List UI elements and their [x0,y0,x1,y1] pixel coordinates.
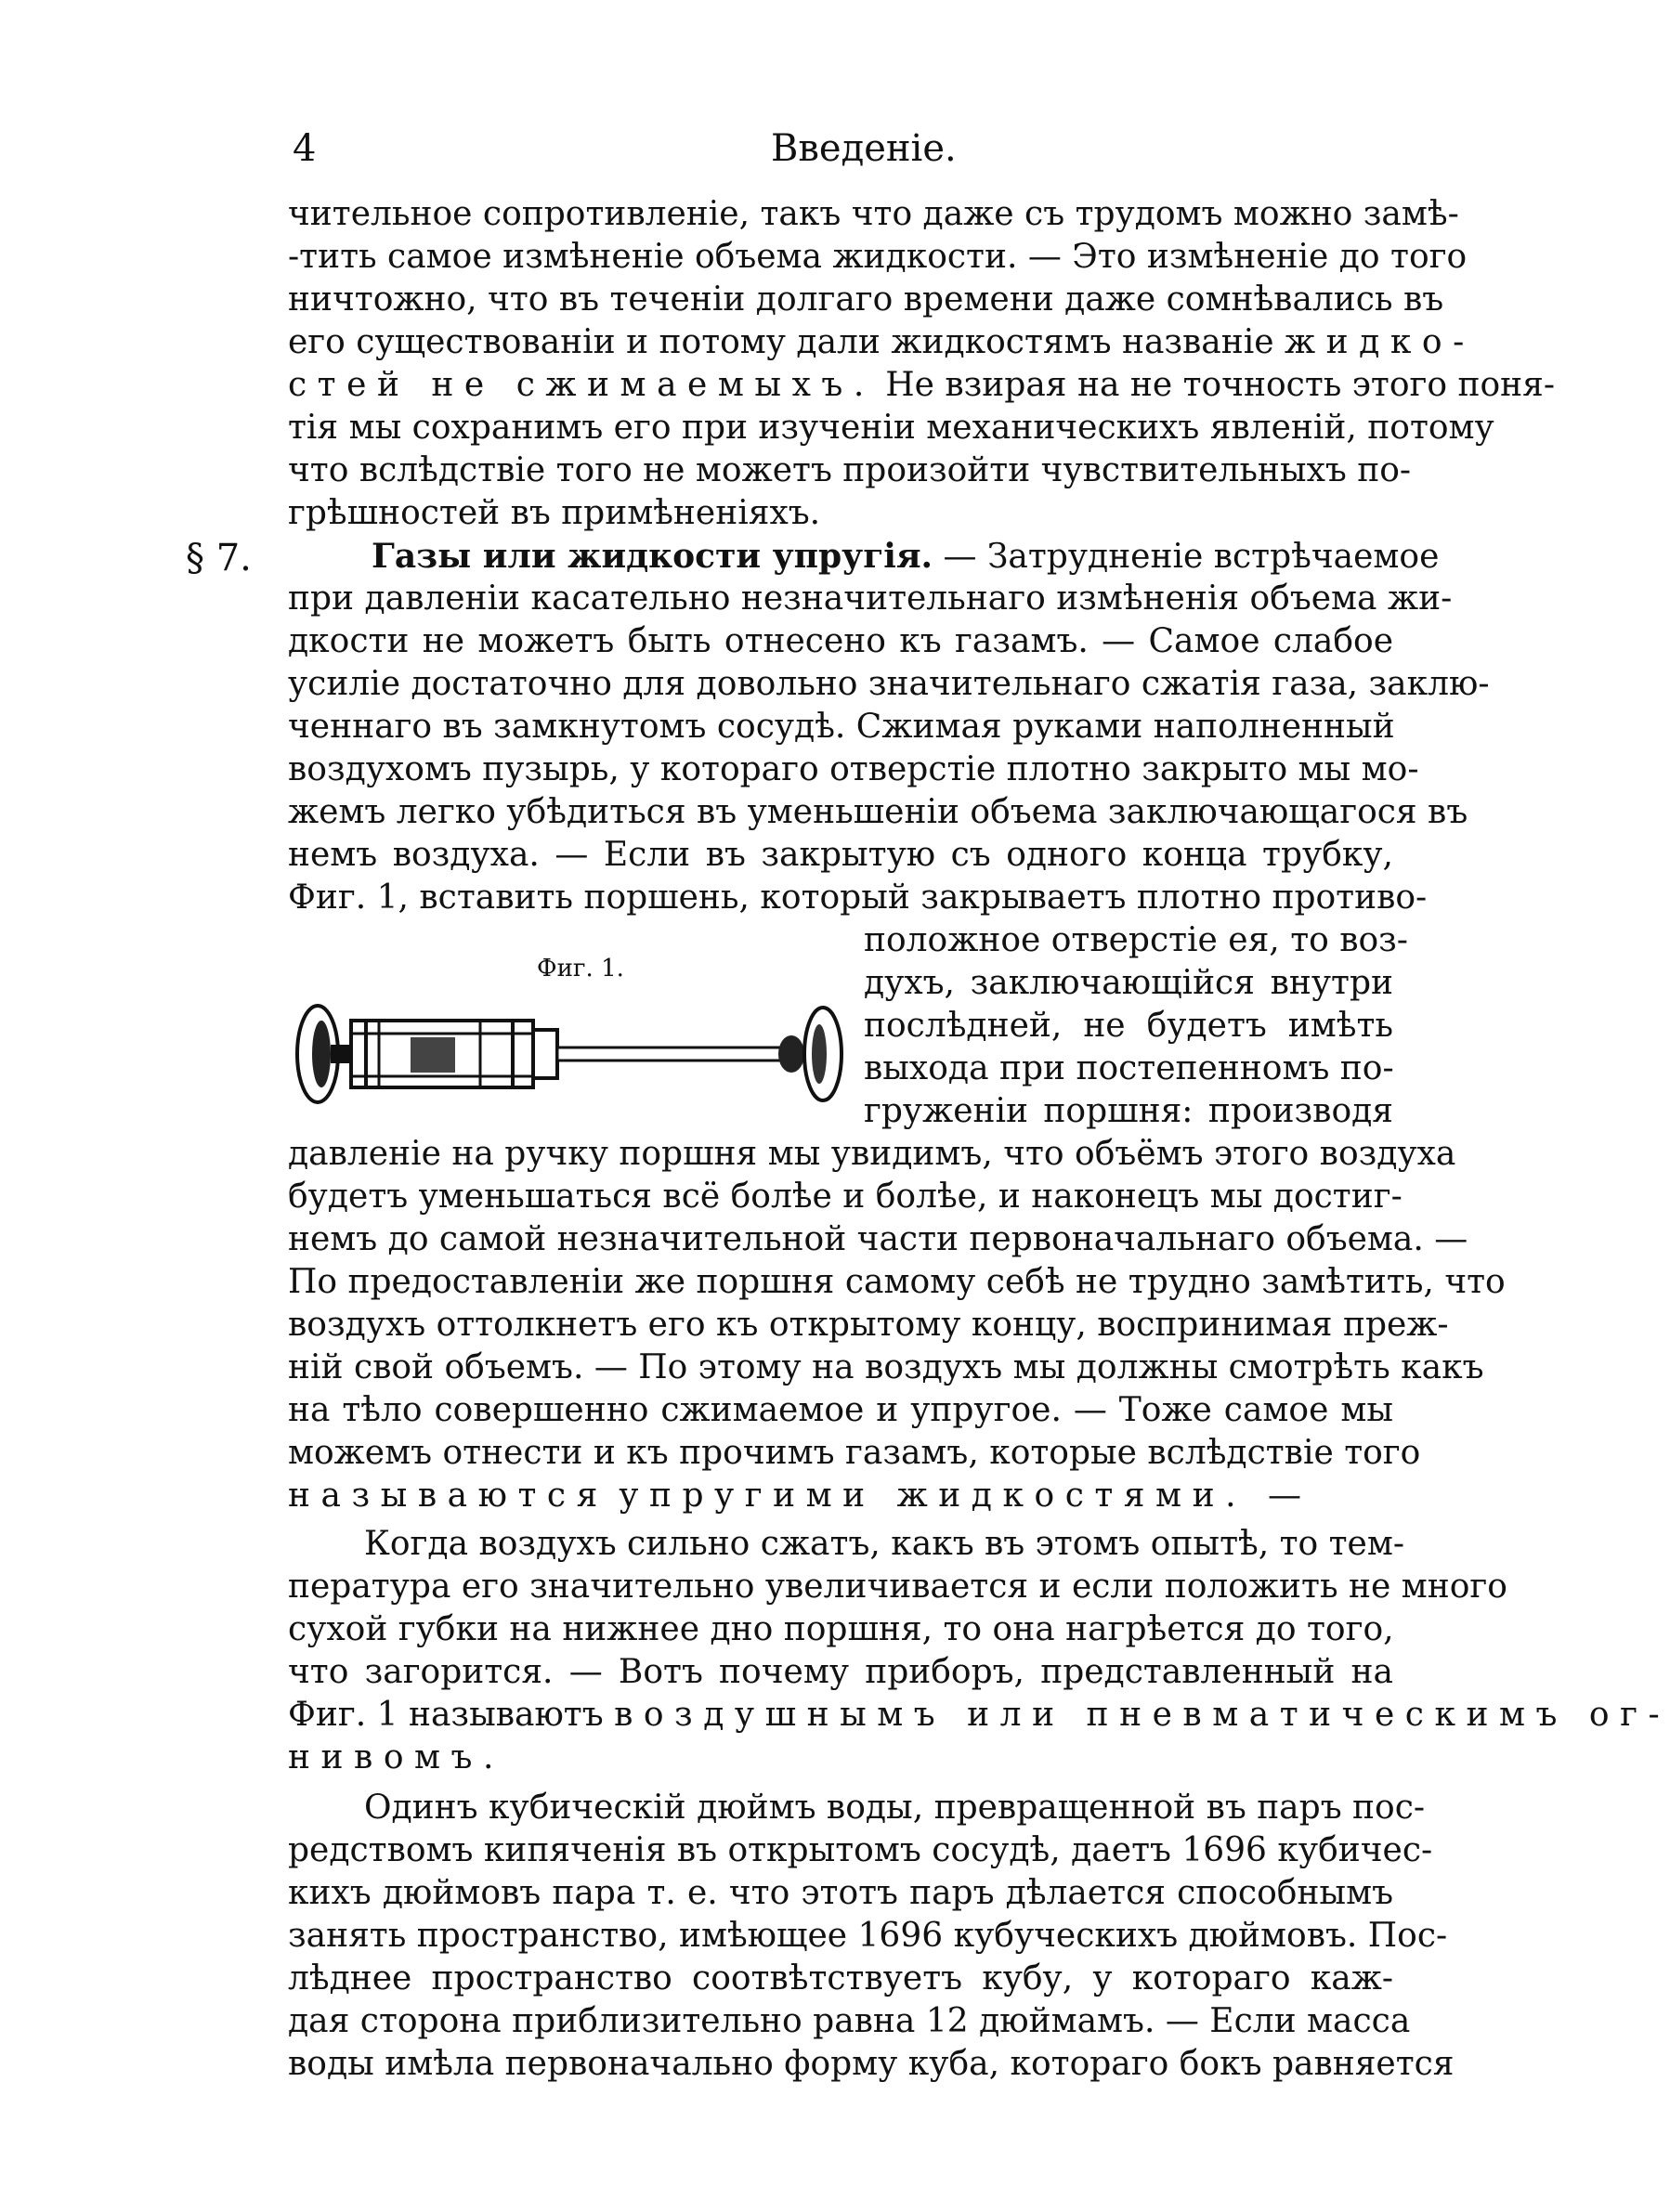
text-line: пература его значительно увеличивается и если положить не много [288,1568,1507,1606]
emphasis-text: стей не сжимаемыхъ. [288,366,875,404]
text-line: что вслѣдствіе того не можетъ произойти чувствительныхъ по- [288,451,1412,489]
emphasis-text: упругими жидкостями. — [619,1477,1312,1515]
text-line: усиліе достаточно для довольно значительнаго сжатія газа, заклю- [288,665,1490,703]
text-line: кихъ дюймовъ пара т. е. что этотъ паръ дѣлается способнымъ [288,1874,1393,1912]
text-line: сухой губки на нижнее дно поршня, то она нагрѣется до того, [288,1610,1394,1648]
text-line: немъ до самой незначительной части первоначальнаго объема. — [288,1220,1468,1258]
text-line [372,535,1440,578]
text-line: ній свой объемъ. — По этому на воздухъ мы должны смотрѣть какъ [288,1348,1484,1386]
text-line: положное отверстіе ея, то воз- [864,921,1408,959]
text-line: -тить самое измѣненіе объема жидкости. — Это измѣненіе до того [288,238,1468,276]
text-line: тія мы сохранимъ его при изученіи механическихъ явленій, потому [288,409,1494,447]
text-line: дкости не можетъ быть отнесено къ газамъ. — Самое слабое [288,622,1393,660]
pneumatic-syringe-figure [290,989,855,1119]
text-line: редствомъ кипяченія въ открытомъ сосудѣ, даетъ 1696 кубичес- [288,1831,1433,1869]
text-line: Одинъ кубическій дюймъ воды, превращенной въ паръ пос- [364,1789,1426,1827]
text-line: воды имѣла первоначально форму куба, котораго бокъ равняется [288,2045,1455,2083]
text-line: нивомъ. [288,1738,504,1776]
running-title: Введеніе. [771,127,957,170]
text-line: давленіе на ручку поршня мы увидимъ, что объёмъ этого воздуха [288,1135,1456,1173]
text-line: на тѣло совершенно сжимаемое и упругое. — Тоже самое мы [288,1391,1393,1429]
text-line: при давленіи касательно незначительнаго измѣненія объема жи- [288,579,1453,618]
text-line: воздухъ оттолкнетъ его къ открытому концу, воспринимая преж- [288,1306,1449,1344]
page-number: 4 [293,127,317,170]
section-title: Газы или жидкости упругія. [372,537,933,576]
text-line: жемъ легко убѣдиться въ уменьшеніи объема заключающагося въ [288,793,1468,831]
text-line: Когда воздухъ сильно сжатъ, какъ въ этомъ опытѣ, то тем- [364,1525,1405,1563]
emphasis-text: жидко- [1285,323,1475,361]
text-run: Не взирая на не точность этого поня- [885,366,1556,404]
figure-caption: Фиг. 1. [537,955,624,982]
text-line: ничтожно, что въ теченіи долгаго времени даже сомнѣвались въ [288,280,1444,319]
text-line [288,1475,1393,1517]
text-line: груженіи поршня: производя [864,1092,1393,1130]
text-line: чительное сопротивленіе, такъ что даже съ трудомъ можно замѣ- [288,195,1459,233]
text-line [288,364,1556,407]
text-line: ченнаго въ замкнутомъ сосудѣ. Сжимая руками наполненный [288,708,1395,746]
text-line [288,321,1475,364]
text-run: — Затрудненіе встрѣчаемое [943,538,1440,576]
text-line: лѣднее пространство соотвѣтствуетъ кубу, у котораго каж- [288,1959,1393,1997]
text-line: Фиг. 1, вставить поршень, который закрываетъ плотно противо- [288,878,1428,917]
text-line: выхода при постепенномъ по- [864,1049,1394,1087]
text-line: можемъ отнести и къ прочимъ газамъ, которые вслѣдствіе того [288,1434,1421,1472]
text-line: послѣдней, не будетъ имѣть [864,1007,1393,1045]
text-line [288,1694,1670,1737]
text-line: немъ воздуха. — Если въ закрытую съ одного конца трубку, [288,836,1393,874]
text-line: будетъ уменьшаться всё болѣе и болѣе, и наконецъ мы достиг- [288,1178,1403,1216]
text-line: воздухомъ пузырь, у котораго отверстіе плотно закрыто мы мо- [288,750,1419,788]
text-line: По предоставленіи же поршня самому себѣ не трудно замѣтить, что [288,1263,1506,1301]
text-run: Фиг. 1 называютъ [288,1696,604,1734]
text-run: его существованіи и потому дали жидкостямъ названіе [288,323,1274,361]
text-run: называются [288,1477,608,1515]
text-line: дая сторона приблизительно равна 12 дюймамъ. — Если масса [288,2002,1411,2040]
section-number: § 7. [186,537,252,579]
text-line: что загорится. — Вотъ почему приборъ, представленный на [288,1653,1393,1691]
text-line: грѣшностей въ примѣненіяхъ. [288,494,821,532]
emphasis-text: воздушнымъ или пневматическимъ ог- [614,1696,1670,1734]
text-line: духъ, заключающійся внутри [864,964,1393,1002]
text-line: занять пространство, имѣющее 1696 кубуческихъ дюймовъ. Пос- [288,1917,1448,1955]
